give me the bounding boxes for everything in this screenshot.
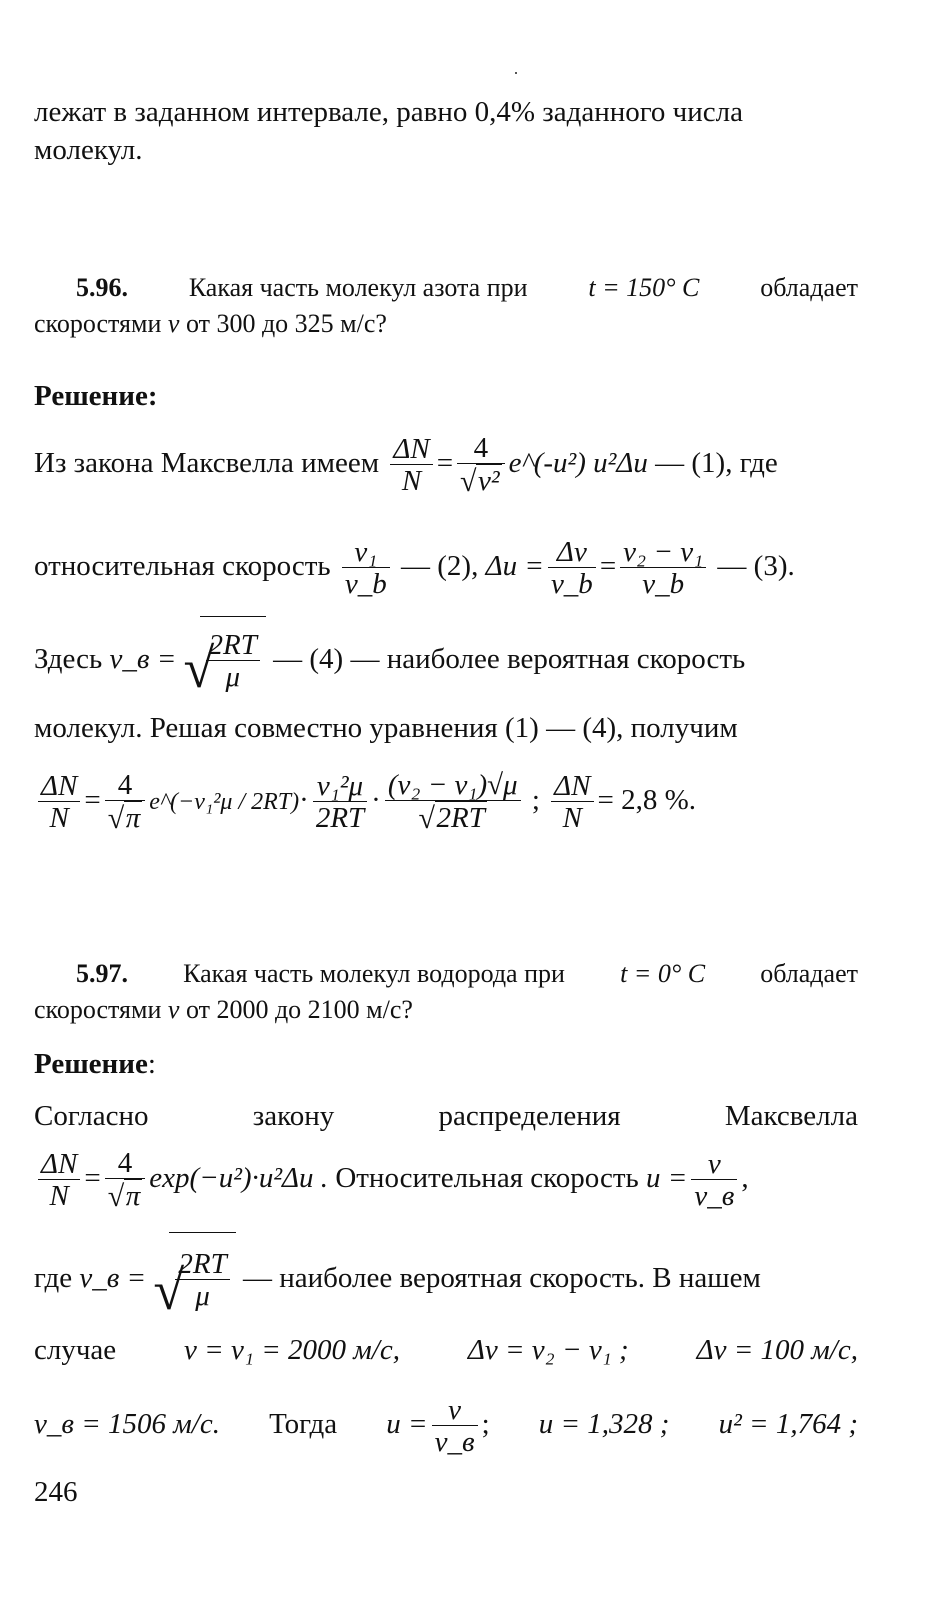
text: от 300 до 325 м/с? — [185, 309, 387, 338]
fraction — [38, 771, 80, 834]
equation-line-2 — [34, 526, 858, 606]
text: Какая часть молекул азота при — [188, 273, 528, 302]
numerator: v — [707, 1147, 721, 1180]
formula: u = — [646, 1162, 688, 1194]
text-line — [34, 710, 858, 746]
text-line — [34, 1098, 858, 1134]
fraction — [313, 771, 367, 834]
fraction — [390, 434, 432, 497]
numerator: 2RT — [178, 1247, 227, 1280]
numerator: v₁²μ — [316, 769, 364, 802]
text: скоростями — [34, 309, 162, 338]
formula: exp(−u²)·u²Δu . — [149, 1162, 329, 1194]
denominator: N — [551, 801, 593, 834]
numerator: 4 — [473, 432, 489, 465]
formula: t = 0° C — [620, 959, 706, 988]
formula: v — [167, 309, 180, 338]
fraction — [457, 433, 505, 497]
numerator: Δv — [556, 535, 587, 568]
equation-line-7 — [34, 1384, 858, 1464]
text: — наиболее вероятная скорость. В нашем — [242, 1262, 761, 1294]
heading: Решение: — [34, 380, 158, 412]
fraction — [105, 1148, 146, 1212]
formula: u² = 1,764 ; — [718, 1408, 858, 1440]
heading: Решение — [34, 1048, 148, 1080]
page-number-text: 246 — [34, 1476, 78, 1508]
text: ; — [531, 784, 540, 816]
sqrt: √ v² — [460, 465, 500, 499]
text: — (1), где — [655, 447, 778, 479]
fraction — [105, 770, 146, 834]
numerator: 4 — [117, 769, 133, 802]
problem-number: 5.96. — [76, 273, 128, 302]
equation-line-6 — [34, 1232, 858, 1322]
text: молекул. — [34, 134, 143, 166]
problem-596-line2 — [34, 306, 858, 342]
text: Тогда — [269, 1408, 338, 1440]
radicand: π — [125, 802, 141, 835]
numerator: 4 — [117, 1147, 133, 1180]
fraction — [38, 1149, 80, 1212]
denominator: v_в — [691, 1179, 737, 1212]
formula: v — [167, 995, 180, 1024]
equation-line-4: $\frac{\Delta N}{N}$ = 4 √ π e^(−v₁²μ / 2RT)· $\frac{\text{v₁²μ}}{2RT}$ · (v₂ − v₁)√μ √ 2RT ; $\frac{\Delta N}{N}$ = 2,8 %. — [34, 752, 858, 848]
numerator: 2RT — [208, 628, 257, 661]
denominator: N — [38, 801, 80, 834]
text: Из закона Максвелла имеем — [34, 447, 380, 479]
numerator: (v₂ − v₁)√μ — [387, 769, 518, 802]
formula: t = 150° C — [588, 273, 700, 302]
sqrt: √ $\frac{2RT}{\mu}$ — [184, 616, 266, 701]
problem-number: 5.97. — [76, 959, 128, 988]
solution-heading — [34, 1046, 858, 1082]
text: распределения — [438, 1100, 621, 1132]
sqrt: √ $\frac{2RT}{\mu}$ — [153, 1232, 235, 1323]
equation-line-3 — [34, 616, 858, 700]
text: лежат в заданном интервале, равно 0,4% заданного числа — [34, 96, 743, 128]
text: ; — [481, 1408, 490, 1440]
denominator: v_в — [432, 1425, 478, 1458]
text: где — [34, 1262, 73, 1294]
text: относительная скорость — [34, 550, 331, 582]
numerator: v₁ — [354, 535, 378, 568]
formula: e^(-u²) u²Δu — [508, 447, 648, 479]
text: закону — [252, 1100, 335, 1132]
formula: u = 1,328 ; — [538, 1408, 670, 1440]
denominator: N — [38, 1179, 80, 1212]
fraction — [551, 771, 593, 834]
numerator: ΔN — [393, 432, 430, 465]
text: скоростями — [34, 995, 162, 1024]
denominator: v_b — [620, 567, 706, 600]
formula: Δu = — [485, 550, 544, 582]
denominator: N — [390, 464, 432, 497]
text: Максвелла — [724, 1100, 858, 1132]
text-line — [34, 1332, 858, 1368]
radicand: 2RT — [436, 802, 485, 835]
text-line — [34, 132, 858, 168]
fraction — [620, 537, 706, 600]
sqrt: √ π — [107, 802, 141, 836]
formula: v_в = — [109, 643, 177, 675]
solution-heading — [34, 378, 858, 414]
fraction — [432, 1395, 478, 1458]
denominator: v_b — [342, 567, 390, 600]
text: Какая часть молекул водорода при — [183, 959, 565, 988]
equation-line-1 — [34, 418, 858, 508]
numerator: v₂ − v₁ — [623, 535, 704, 568]
page-number — [34, 1474, 858, 1510]
formula: e^(−v₁²μ / 2RT) — [149, 789, 300, 815]
formula: u = — [386, 1408, 428, 1440]
numerator: v — [448, 1393, 462, 1426]
fraction — [691, 1149, 737, 1212]
fraction — [548, 537, 596, 600]
denominator: 2RT — [313, 801, 367, 834]
operator: = — [436, 447, 454, 479]
formula: v_в = — [79, 1262, 147, 1294]
text: молекул. Решая совместно уравнения (1) — (4), получим — [34, 712, 738, 744]
text: , — [741, 1162, 749, 1194]
formula: v = v₁ = 2000 м/с, — [184, 1334, 400, 1366]
denominator: v_b — [548, 567, 596, 600]
numerator: ΔN — [41, 769, 78, 802]
sqrt: √ 2RT — [418, 802, 485, 836]
text: — (4) — наиболее вероятная скорость — [273, 643, 746, 675]
text: — (2), — [401, 550, 479, 582]
fraction — [385, 770, 521, 834]
numerator: ΔN — [41, 1147, 78, 1180]
text: Согласно — [34, 1100, 149, 1132]
result: = 2,8 %. — [597, 784, 697, 816]
operator: = — [599, 550, 617, 582]
numerator: ΔN — [554, 769, 591, 802]
text: обладает — [760, 273, 858, 302]
sqrt: √ π — [107, 1180, 141, 1214]
formula: v_в = 1506 м/с. — [34, 1408, 220, 1440]
text: случае — [34, 1334, 117, 1366]
denominator: μ — [175, 1279, 229, 1312]
text: Относительная скорость — [335, 1162, 639, 1194]
radicand: π — [125, 1180, 141, 1213]
denominator: μ — [206, 660, 260, 693]
text: обладает — [760, 959, 858, 988]
equation-line-5: $\frac{\Delta N}{N}$ = 4 √ π exp(−u²)·u²Δu . Относительная скорость u = $\frac{v}{v\_в}$ , — [34, 1138, 858, 1218]
radicand: v² — [478, 465, 500, 498]
scan-speck — [515, 72, 517, 74]
formula: Δv = v₂ − v₁ ; — [467, 1334, 629, 1366]
text: : — [147, 1048, 156, 1080]
fraction — [342, 537, 390, 600]
text: от 2000 до 2100 м/с? — [185, 995, 413, 1024]
text: Здесь — [34, 643, 103, 675]
formula: Δv = 100 м/с, — [696, 1334, 858, 1366]
problem-597-line2 — [34, 992, 858, 1028]
problem-597-line1 — [76, 956, 858, 992]
problem-596-line1 — [76, 270, 858, 306]
text-line — [34, 94, 858, 130]
text: — (3). — [717, 550, 795, 582]
